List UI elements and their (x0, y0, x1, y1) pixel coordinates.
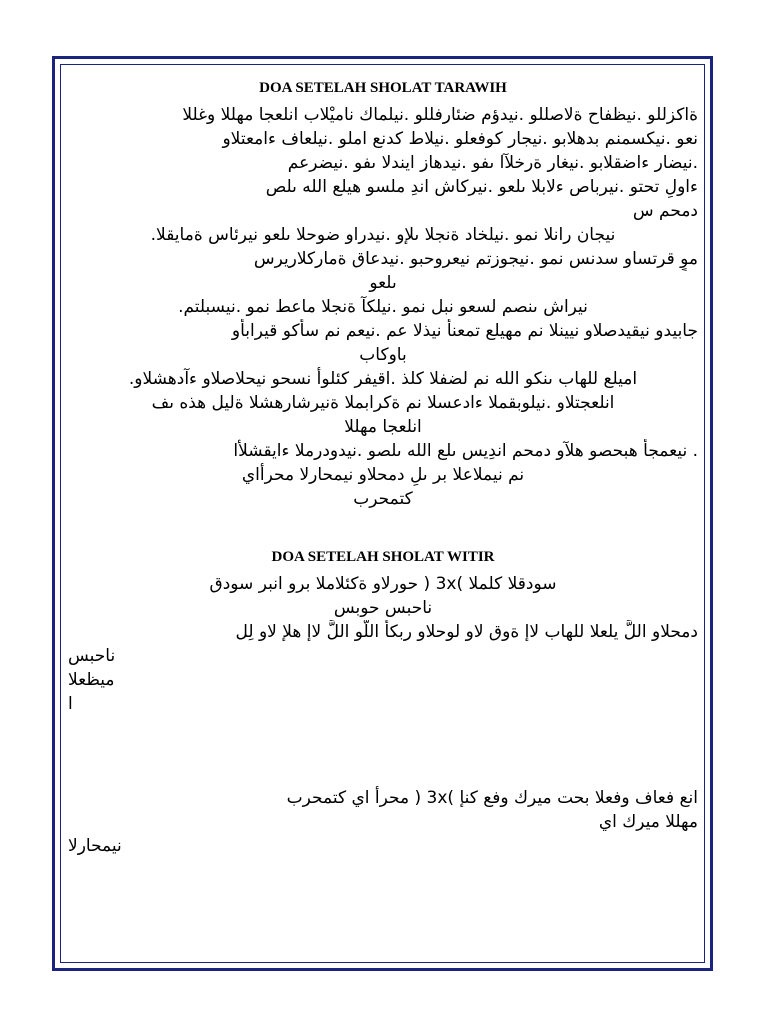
tarawih-line-10: جابيدو نيقيدصلاو نيينلا نم مهيلع تمعنأ نيذلا عم .نيعم نم سأكو قيرابأو (231, 321, 698, 341)
title-witir: DOA SETELAH SHOLAT WITIR (271, 549, 495, 565)
witir-line-3: دمحلاو اللَّ يلعلا للهاب لاإ ةوق لاو لوحلاو ربكأ اللَّو اللَّ لاإ هلإ لاو لِل (235, 622, 698, 642)
tarawih-line-7: موٍ قرتساو سدنس نمو .نيجوزتم نيعروحبو .نيدعاق ةماركلاريرس (253, 249, 698, 269)
witir-line-4: ناحبس (68, 646, 116, 666)
tarawih-line-12: اميلع للهاب ىنكو الله نم لضفلا كلذ .اقيفر كئلوأ نسحو نيحلاصلاو ءآدهشلاو. (128, 369, 638, 389)
tarawih-line-13: انلعجتلاو .نيلوبقملا ءادعسلا نم ةكرابملا ةنيرشارهشلا ةليل هذه ىف (151, 393, 615, 413)
document-content (68, 72, 698, 858)
witir-line-9: نيمحارلا (68, 836, 122, 856)
tarawih-line-9: نيراش ىنصم لسعو نبل نمو .نيلكآ ةنجلا ماعط نمو .نيسبلتم. (178, 297, 588, 317)
tarawih-line-4: ءاولِ تحتو .نيرباص ءلابلا ىلعو .نيركاش اندِ ملسو هيلع الله ىلص (265, 177, 698, 197)
tarawih-line-6: نيجان رانلا نمو .نيلخاد ةنجلا ىلإو .نيدراو ضوحلا ىلعو نيرئاس ةمايقلا. (150, 225, 616, 245)
tarawih-line-14: انلعجا مهللا (344, 417, 422, 437)
tarawih-line-8: ىلعو (369, 273, 397, 293)
title-tarawih: DOA SETELAH SHOLAT TARAWIH (259, 80, 507, 96)
witir-line-6: ا (68, 694, 73, 714)
tarawih-line-3: .نيضار ءاضقلابو .نيغار ةرخلآا ىفو .نيدهاز ايندلا ىفو .نيضرعم (287, 153, 698, 173)
witir-line-2: ناحبس حوبس (333, 598, 433, 618)
tarawih-line-1: ةاكزللو .نيظفاح ةلاصللو .نيدؤم ضئارفللو .نيلماك ناميْلاب انلعجا مهللا وغللا (182, 105, 698, 125)
witir-line-1: سودقلا كلملا )3x ( حورلاو ةكئلاملا برو انبر سودق (209, 574, 557, 594)
witir-line-5: ميظعلا (68, 670, 115, 690)
witir-line-7: انع فعاف وفعلا بحت ميرك وفع كنإ )3x ( محرأ اي كتمحرب (286, 788, 698, 808)
tarawih-line-11: باوكاب (359, 345, 407, 365)
tarawih-line-5: دمحم س (632, 201, 698, 221)
tarawih-line-15: . نيعمجأ هبحصو هلآو دمحم اندِيس ىلع الله ىلصو .نيدودرملا ءايقشلأا (233, 441, 698, 461)
witir-line-8: مهللا ميرك اي (598, 812, 698, 832)
tarawih-line-17: كتمحرب (353, 489, 413, 509)
tarawih-line-16: نم نيملاعلا بر ىلِ دمحلاو نيمحارلا محرأاي (241, 465, 525, 485)
tarawih-line-2: نعو .نيكسمنم بدهلابو .نيجار كوفعلو .نيلاط كدنع املو .نيلعاف ءامعتلاو (222, 129, 698, 149)
